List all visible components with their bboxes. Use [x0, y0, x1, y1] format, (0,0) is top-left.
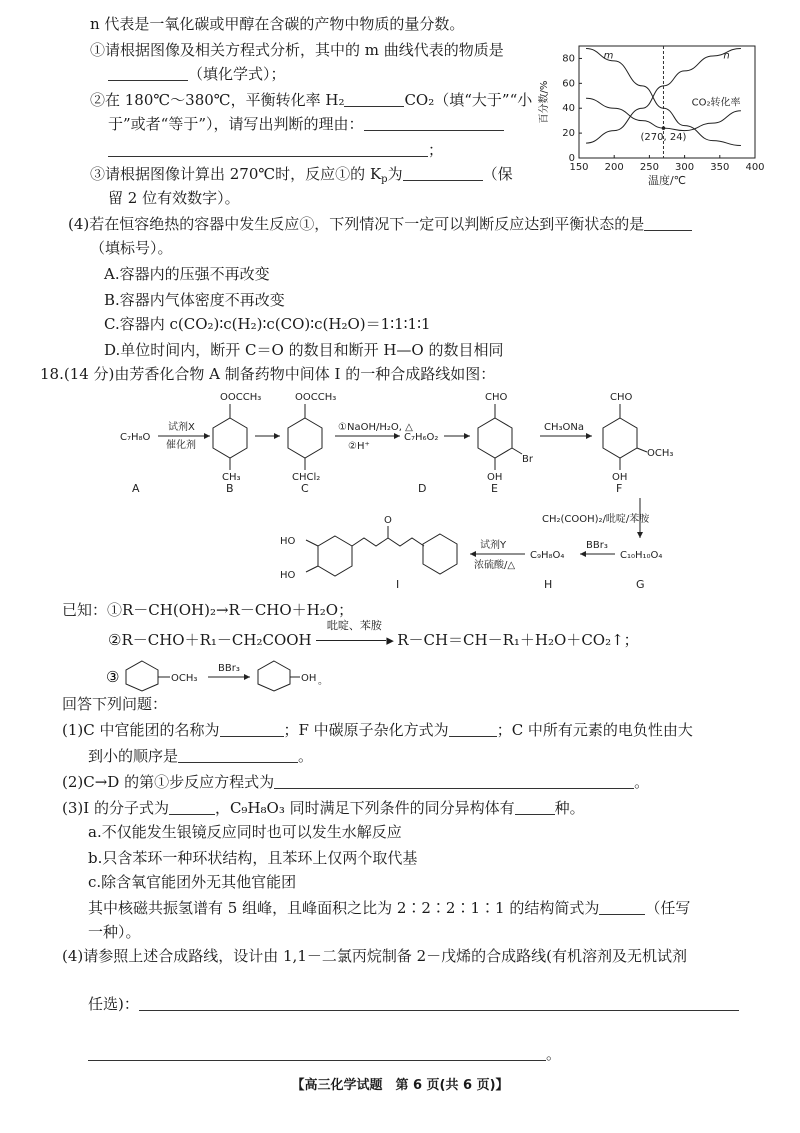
- p4-b: 任选)：: [88, 995, 139, 1013]
- option-d: D.单位时间内，断开 C＝O 的数目和断开 H—O 的数目相同: [104, 341, 504, 359]
- annotation-point: [662, 126, 666, 130]
- x-tick-label: 200: [604, 162, 624, 173]
- answer-head: 回答下列问题：: [62, 695, 168, 713]
- reagent-y: 试剂Y: [480, 540, 507, 551]
- series-label-m: m: [603, 50, 614, 62]
- q17-sub1-text: ①请根据图像及相关方程式分析，其中的 m 曲线代表的物质是: [90, 41, 504, 59]
- f-cho: CHO: [610, 392, 633, 403]
- c-substituent: OOCCH₃: [295, 392, 337, 403]
- p1-a: (1)C 中官能团的名称为: [62, 721, 220, 739]
- label-c: C: [301, 482, 309, 495]
- answer-blank[interactable]: [403, 165, 483, 181]
- catalyst-label: 催化剂: [166, 440, 196, 451]
- series-label-n: n: [723, 50, 730, 62]
- answer-blank[interactable]: [88, 1045, 546, 1061]
- q17-intro: n 代表是一氧化碳或甲醇在含碳的产物中物质的量分数。: [90, 15, 465, 33]
- answer-blank[interactable]: [274, 773, 634, 789]
- reagent-x: 试剂X: [168, 422, 195, 433]
- h2so4-label: 浓硫酸/△: [474, 560, 516, 571]
- e-oh: OH: [487, 472, 503, 483]
- e-cho: CHO: [485, 392, 508, 403]
- part-1-cont: [88, 746, 313, 766]
- known-2-b: R－CH＝CH－R₁＋H₂O＋CO₂↑；: [397, 631, 639, 649]
- known-1-text: ①R－CH(OH)₂→R－CHO＋H₂O；: [107, 601, 354, 619]
- x-tick-label: 150: [569, 162, 589, 173]
- p1-e: 。: [298, 747, 314, 765]
- q17-sub3-b: 为: [387, 165, 403, 183]
- malonic-label: CH₂(COOH)₂/吡啶/苯胺: [542, 514, 650, 525]
- known-3: [104, 658, 364, 698]
- bond-i-oh2: [306, 566, 318, 572]
- known-2-a: ②R－CHO＋R₁－CH₂COOH: [108, 631, 312, 649]
- benzene-ring-b: [213, 418, 247, 458]
- x-axis-label: 温度/℃: [647, 174, 687, 187]
- label-g: G: [636, 578, 645, 591]
- known-2: [108, 619, 639, 650]
- known-head: 已知：: [62, 601, 108, 619]
- p3-b: ，C₉H₈O₃ 同时满足下列条件的同分异构体有: [214, 799, 515, 817]
- q17-sub2: [90, 90, 532, 110]
- q17-sub2-cont2: [108, 140, 443, 160]
- label-i: I: [396, 578, 400, 591]
- q17-sub2-a: ②在 180℃～380℃，平衡转化率 H₂: [90, 91, 345, 109]
- option-b: B.容器内气体密度不再改变: [104, 291, 285, 309]
- series-label-co2: CO₂转化率: [691, 97, 741, 109]
- known-3-scheme: [104, 658, 364, 694]
- answer-blank[interactable]: [169, 799, 215, 815]
- annotation-label: (270, 24): [640, 132, 687, 144]
- step-cd-1: ①NaOH/H₂O, △: [338, 422, 413, 433]
- f-och3: OCH₃: [647, 448, 674, 459]
- answer-blank[interactable]: [599, 899, 645, 915]
- benzene-ring-i-left: [318, 536, 352, 576]
- label-b: B: [226, 482, 234, 495]
- label-d: D: [418, 482, 427, 495]
- answer-blank[interactable]: [344, 91, 404, 107]
- q17-sub3: [90, 164, 513, 190]
- benzene-ring-i-right: [423, 534, 457, 574]
- i-carbonyl-o: O: [384, 515, 392, 526]
- bond-i-oh1: [306, 540, 318, 546]
- q17-sub2-cont: [108, 114, 504, 134]
- i-ho-1: HO: [280, 536, 296, 547]
- option-c: C.容器内 c(CO₂)∶c(H₂)∶c(CO)∶c(H₂O)＝1∶1∶1∶1: [104, 315, 431, 333]
- q17-sub2-c: 于”或者“等于”），请写出判断的理由：: [108, 115, 364, 133]
- part-4-answer-2: [88, 1044, 561, 1064]
- p3-d: 其中核磁共振氢谱有 5 组峰，且峰面积之比为 2∶2∶2∶1∶1 的结构简式为: [88, 899, 600, 917]
- y-tick-label: 60: [562, 78, 575, 90]
- q17-sub3-a: ③请根据图像计算出 270℃时，反应①的 K: [90, 165, 382, 183]
- condition-b: b.只含苯环一种环状结构，且苯环上仅两个取代基: [88, 849, 418, 867]
- answer-blank[interactable]: [178, 747, 298, 763]
- condition-a: a.不仅能发生银镜反应同时也可以发生水解反应: [88, 823, 402, 841]
- x-tick-label: 350: [710, 162, 730, 173]
- step-cd-2: ②H⁺: [348, 441, 370, 452]
- compound-d-formula: C₇H₆O₂: [404, 432, 439, 443]
- x-tick-label: 300: [675, 162, 695, 173]
- part-3-nmr: [88, 898, 690, 918]
- p1-b: ；F 中碳原子杂化方式为: [283, 721, 449, 739]
- known-1: [62, 600, 353, 620]
- benzene-ring-f: [603, 418, 637, 458]
- part-1: [62, 720, 693, 740]
- compound-h-formula: C₉H₈O₄: [530, 550, 565, 561]
- condition-c: c.除含氧官能团外无其他官能团: [88, 873, 297, 891]
- label-h: H: [544, 578, 553, 591]
- compound-a-formula: C₇H₈O: [120, 432, 151, 443]
- answer-blank[interactable]: [449, 721, 497, 737]
- f-oh: OH: [612, 472, 628, 483]
- i-chain-1: [352, 538, 388, 546]
- q17-part4-a: (4)若在恒容绝热的容器中发生反应①，下列情况下一定可以判断反应达到平衡状态的是: [68, 215, 645, 233]
- part-3: [62, 798, 585, 818]
- x-tick-label: 250: [639, 162, 659, 173]
- p4-end: 。: [546, 1045, 562, 1063]
- i-ho-2: HO: [280, 570, 296, 581]
- known-3-ring-1: [126, 661, 158, 691]
- p1-c: ；C 中所有元素的电负性由大: [496, 721, 693, 739]
- q17-sub2-b: CO₂（填“大于”“小: [404, 91, 533, 109]
- compound-g-formula: C₁₀H₁₀O₄: [620, 550, 663, 561]
- q17-sub3-k: p: [381, 174, 388, 185]
- answer-blank[interactable]: [220, 721, 284, 737]
- b-substituent: OOCCH₃: [220, 392, 262, 403]
- y-tick-label: 0: [568, 153, 575, 164]
- e-br: Br: [522, 454, 533, 465]
- q17-part4: [68, 214, 692, 234]
- y-tick-label: 40: [562, 103, 575, 115]
- p3-f: 一种）。: [88, 923, 141, 941]
- q17-sub1-cont: [108, 64, 286, 84]
- bbr3-label: BBr₃: [586, 540, 608, 551]
- b-methyl: CH₃: [222, 472, 241, 483]
- answer-blank[interactable]: [364, 115, 504, 131]
- c-chcl2: CHCl₂: [292, 472, 321, 483]
- part-2: [62, 772, 649, 792]
- benzene-ring-c: [288, 418, 322, 458]
- q17-sub1-end: （填化学式）；: [188, 65, 286, 83]
- answer-blank[interactable]: [108, 65, 188, 81]
- label-e: E: [491, 482, 498, 495]
- q17-part4-b: （填标号）。: [90, 239, 173, 257]
- p2-b: 。: [634, 773, 650, 791]
- q17-sub2-end: ；: [428, 141, 444, 159]
- p3-a: (3)I 的分子式为: [62, 799, 169, 817]
- ch3ona-label: CH₃ONa: [544, 422, 584, 433]
- part-4-answer: [88, 994, 739, 1014]
- known-3-ring-2: [258, 661, 290, 691]
- synthesis-scheme: [110, 388, 690, 598]
- q18-head: 18.(14 分)由芳香化合物 A 制备药物中间体 I 的一种合成路线如图：: [40, 365, 496, 383]
- known-2-arrow: 吡啶、苯胺 ▸: [316, 630, 392, 650]
- p2-a: (2)C→D 的第①步反应方程式为: [62, 773, 275, 791]
- p3-c: 种。: [554, 799, 585, 817]
- arrow-line: [316, 640, 386, 641]
- p3-e: （任写: [645, 899, 691, 917]
- part-4: (4)请参照上述合成路线，设计由 1,1－二氯丙烷制备 2－戊烯的合成路线(有机溶剂及无机试剂: [62, 947, 688, 965]
- benzene-ring-e: [478, 418, 512, 458]
- q17-sub3-c: （保: [482, 165, 513, 183]
- option-a: A.容器内的压强不再改变: [104, 265, 270, 283]
- known-3-end: 。: [318, 676, 328, 687]
- q17-sub1: [90, 40, 504, 60]
- bond-e-br: [512, 448, 522, 454]
- y-axis-label: 百分数/%: [539, 80, 550, 124]
- known-2-cond: 吡啶、苯胺: [326, 619, 382, 632]
- answer-blank[interactable]: [139, 995, 739, 1011]
- i-chain-2: [388, 538, 424, 546]
- bond-f-och3: [637, 448, 647, 452]
- x-tick-label: 400: [745, 162, 765, 173]
- known-3-oh: OH: [301, 673, 317, 684]
- answer-blank[interactable]: [515, 799, 555, 815]
- answer-blank[interactable]: [108, 141, 428, 157]
- known-3-bbr3: BBr₃: [218, 663, 240, 674]
- answer-blank[interactable]: [644, 215, 692, 231]
- p1-d: 到小的顺序是: [88, 747, 179, 765]
- label-f: F: [616, 482, 623, 495]
- y-tick-label: 80: [562, 53, 575, 65]
- q17-sub3-d: 留 2 位有效数字）。: [108, 189, 240, 207]
- page-footer: 【高三化学试题 第 6 页(共 6 页)】: [291, 1078, 509, 1093]
- known-3-num: ③: [106, 668, 120, 686]
- label-a: A: [132, 482, 140, 495]
- percentage-chart: [535, 38, 775, 198]
- known-3-och3: OCH₃: [171, 673, 198, 684]
- y-tick-label: 20: [562, 128, 575, 140]
